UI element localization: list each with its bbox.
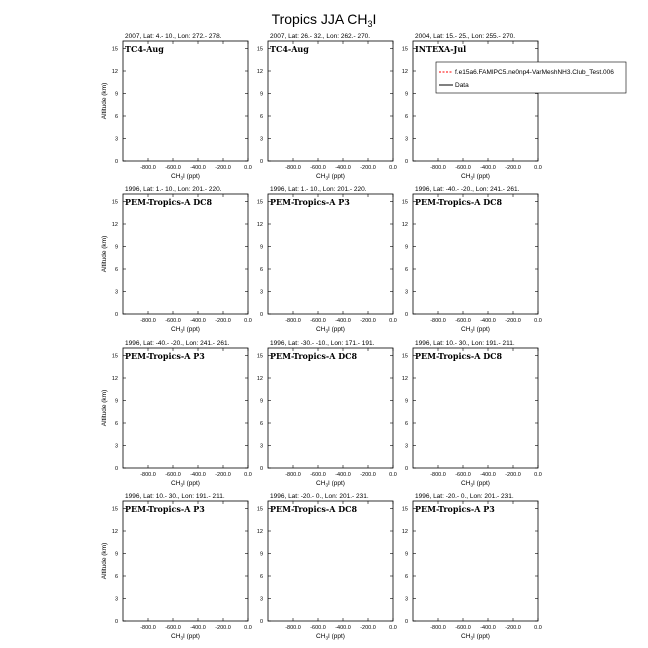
- x-axis-label-sub: 3: [180, 175, 183, 181]
- x-tick-label: 0.0: [389, 165, 397, 171]
- x-axis-label-post: I (ppt): [327, 326, 345, 333]
- x-tick-label: -800.0: [140, 165, 156, 171]
- y-tick-label: 3: [404, 443, 408, 450]
- panel-frame: [123, 348, 248, 468]
- y-tick-label: 12: [401, 376, 408, 382]
- y-tick-label: 15: [401, 46, 408, 53]
- y-tick-label: 12: [256, 222, 263, 228]
- y-tick-label: 12: [256, 69, 263, 75]
- x-tick-label: -800.0: [285, 472, 301, 478]
- x-tick-label: -400.0: [190, 625, 206, 631]
- panel-header: 2007, Lat: 4.- 10., Lon: 272.- 278.: [125, 33, 222, 40]
- x-axis-label-sub: 3: [470, 175, 473, 181]
- y-tick-label: 15: [256, 199, 263, 206]
- x-tick-label: -800.0: [140, 472, 156, 478]
- x-axis-label: [171, 326, 200, 334]
- x-tick-label: -800.0: [285, 625, 301, 631]
- y-tick-label: 12: [256, 529, 263, 535]
- panel-8: [257, 340, 397, 488]
- panel-frame: [413, 41, 538, 161]
- panel-5: [257, 186, 397, 334]
- x-axis-label: [171, 480, 200, 488]
- x-tick-label: -800.0: [430, 472, 446, 478]
- y-axis-label: Altitude (km): [101, 389, 108, 427]
- x-tick-label: 0.0: [534, 625, 542, 631]
- y-tick-label: 0: [404, 619, 408, 625]
- x-axis-label-sub: 3: [325, 328, 328, 334]
- panel-header: 1996, Lat: -30.- -10., Lon: 171.- 191.: [270, 340, 375, 347]
- y-tick-label: 12: [256, 376, 263, 382]
- panel-9: [402, 340, 542, 488]
- legend: [436, 62, 626, 93]
- x-tick-label: -200.0: [360, 318, 376, 324]
- y-tick-label: 3: [259, 136, 263, 143]
- panel-frame: [123, 194, 248, 314]
- panel-campaign-label: TC4-Aug: [270, 44, 309, 54]
- y-tick-label: 3: [259, 443, 263, 450]
- y-tick-label: 3: [114, 136, 118, 143]
- x-tick-label: -400.0: [480, 165, 496, 171]
- panel-1: [101, 33, 252, 181]
- x-axis-label-pre: CH: [171, 633, 181, 640]
- x-tick-label: 0.0: [244, 165, 252, 171]
- panels-grid: [101, 33, 626, 641]
- x-axis-label-sub: 3: [325, 482, 328, 488]
- y-tick-label: 6: [114, 574, 118, 580]
- x-tick-label: -200.0: [505, 165, 521, 171]
- panel-header: 1996, Lat: 10.- 30., Lon: 191.- 211.: [415, 340, 515, 347]
- x-axis-label-pre: CH: [171, 173, 181, 180]
- panel-header: 2004, Lat: 15.- 25., Lon: 255.- 270.: [415, 33, 516, 40]
- y-tick-label: 9: [404, 91, 408, 98]
- panel-11: [257, 493, 397, 641]
- y-tick-label: 15: [111, 353, 118, 360]
- x-tick-label: -600.0: [455, 472, 471, 478]
- x-axis-label-sub: 3: [180, 635, 183, 641]
- panel-header: 1996, Lat: -20.- 0., Lon: 201.- 231.: [415, 493, 514, 500]
- figure-title-main: Tropics JJA CH: [271, 11, 368, 27]
- y-tick-label: 6: [114, 114, 118, 120]
- y-tick-label: 6: [404, 114, 408, 120]
- x-tick-label: -800.0: [430, 165, 446, 171]
- x-tick-label: -400.0: [335, 318, 351, 324]
- y-tick-label: 6: [259, 421, 263, 427]
- y-tick-label: 0: [404, 159, 408, 165]
- x-tick-label: -200.0: [360, 625, 376, 631]
- x-axis-label-post: I (ppt): [472, 326, 490, 333]
- x-tick-label: -200.0: [215, 165, 231, 171]
- x-axis-label-post: I (ppt): [327, 480, 345, 487]
- x-axis-label-post: I (ppt): [182, 480, 200, 487]
- y-axis-label: Altitude (km): [101, 82, 108, 120]
- x-axis-label-pre: CH: [461, 633, 471, 640]
- panel-frame: [413, 348, 538, 468]
- x-tick-label: -600.0: [310, 472, 326, 478]
- panel-campaign-label: PEM-Tropics-A DC8: [125, 197, 213, 207]
- x-tick-label: 0.0: [389, 472, 397, 478]
- x-axis-label: [461, 326, 490, 334]
- y-tick-label: 0: [259, 619, 263, 625]
- panel-header: 1996, Lat: 1.- 10., Lon: 201.- 220.: [125, 186, 222, 193]
- x-axis-label: [316, 480, 345, 488]
- x-tick-label: -400.0: [480, 625, 496, 631]
- x-axis-label-sub: 3: [470, 328, 473, 334]
- y-tick-label: 15: [256, 506, 263, 513]
- panel-campaign-label: PEM-Tropics-A P3: [415, 504, 495, 514]
- y-tick-label: 9: [114, 398, 118, 405]
- x-tick-label: -200.0: [505, 318, 521, 324]
- y-tick-label: 15: [256, 353, 263, 360]
- x-axis-label-sub: 3: [325, 635, 328, 641]
- x-tick-label: -200.0: [215, 625, 231, 631]
- y-tick-label: 15: [111, 46, 118, 53]
- y-tick-label: 3: [114, 443, 118, 450]
- x-tick-label: 0.0: [244, 318, 252, 324]
- panel-3: [402, 33, 626, 181]
- y-tick-label: 3: [404, 136, 408, 143]
- x-tick-label: -200.0: [360, 165, 376, 171]
- panel-header: 1996, Lat: -40.- -20., Lon: 241.- 261.: [415, 186, 520, 193]
- x-axis-label-pre: CH: [461, 326, 471, 333]
- x-tick-label: -800.0: [430, 625, 446, 631]
- x-tick-label: 0.0: [389, 625, 397, 631]
- x-axis-label-pre: CH: [316, 173, 326, 180]
- panel-campaign-label: PEM-Tropics-A DC8: [270, 504, 358, 514]
- x-tick-label: -600.0: [310, 165, 326, 171]
- x-tick-label: -400.0: [190, 165, 206, 171]
- panel-header: 1996, Lat: -20.- 0., Lon: 201.- 231.: [270, 493, 369, 500]
- x-axis-label: [461, 173, 490, 181]
- figure-title-tail: I: [372, 11, 377, 27]
- panel-4: [101, 186, 252, 334]
- y-tick-label: 12: [401, 529, 408, 535]
- panel-frame: [123, 501, 248, 621]
- x-tick-label: -400.0: [190, 472, 206, 478]
- panel-campaign-label: PEM-Tropics-A P3: [270, 197, 350, 207]
- x-tick-label: -800.0: [140, 625, 156, 631]
- x-axis-label-post: I (ppt): [327, 633, 345, 640]
- panel-frame: [268, 194, 393, 314]
- panel-10: [101, 493, 252, 641]
- x-axis-label-sub: 3: [325, 175, 328, 181]
- x-tick-label: -200.0: [505, 472, 521, 478]
- y-tick-label: 6: [404, 421, 408, 427]
- x-tick-label: -600.0: [165, 472, 181, 478]
- y-tick-label: 0: [259, 466, 263, 472]
- x-axis-label-pre: CH: [461, 480, 471, 487]
- panel-header: 2007, Lat: 26.- 32., Lon: 262.- 270.: [270, 33, 371, 40]
- x-tick-label: -800.0: [285, 318, 301, 324]
- y-tick-label: 3: [404, 596, 408, 603]
- y-tick-label: 9: [114, 91, 118, 98]
- panel-campaign-label: INTEXA-Jul: [415, 44, 467, 54]
- x-axis-label-sub: 3: [180, 482, 183, 488]
- y-tick-label: 0: [114, 159, 118, 165]
- x-tick-label: -600.0: [165, 318, 181, 324]
- x-tick-label: -400.0: [480, 472, 496, 478]
- y-tick-label: 15: [401, 353, 408, 360]
- panel-frame: [268, 501, 393, 621]
- y-tick-label: 12: [111, 222, 118, 228]
- x-axis-label-pre: CH: [316, 480, 326, 487]
- x-axis-label-sub: 3: [470, 635, 473, 641]
- x-axis-label: [316, 633, 345, 641]
- figure-title: [272, 11, 377, 29]
- y-tick-label: 9: [114, 551, 118, 558]
- y-tick-label: 9: [114, 244, 118, 251]
- y-tick-label: 9: [259, 398, 263, 405]
- y-tick-label: 0: [259, 312, 263, 318]
- y-axis-label: Altitude (km): [101, 542, 108, 580]
- x-tick-label: -400.0: [335, 472, 351, 478]
- panel-header: 1996, Lat: 1.- 10., Lon: 201.- 220.: [270, 186, 367, 193]
- x-axis-label-post: I (ppt): [182, 173, 200, 180]
- y-tick-label: 3: [404, 289, 408, 296]
- x-axis-label-post: I (ppt): [472, 633, 490, 640]
- x-axis-label-post: I (ppt): [182, 633, 200, 640]
- y-tick-label: 12: [401, 222, 408, 228]
- x-tick-label: 0.0: [534, 472, 542, 478]
- x-axis-label-sub: 3: [470, 482, 473, 488]
- y-tick-label: 0: [114, 466, 118, 472]
- panel-7: [101, 340, 252, 488]
- x-tick-label: -400.0: [480, 318, 496, 324]
- y-axis-label: Altitude (km): [101, 235, 108, 273]
- x-tick-label: -800.0: [430, 318, 446, 324]
- x-tick-label: -200.0: [360, 472, 376, 478]
- x-tick-label: 0.0: [534, 165, 542, 171]
- y-tick-label: 15: [111, 199, 118, 206]
- y-tick-label: 6: [259, 267, 263, 273]
- x-tick-label: -600.0: [165, 625, 181, 631]
- legend-label: Data: [455, 82, 469, 89]
- y-tick-label: 12: [111, 69, 118, 75]
- x-tick-label: -200.0: [215, 318, 231, 324]
- y-tick-label: 12: [111, 529, 118, 535]
- x-axis-label-pre: CH: [171, 326, 181, 333]
- panel-campaign-label: PEM-Tropics-A DC8: [415, 351, 503, 361]
- y-tick-label: 9: [404, 244, 408, 251]
- x-axis-label-post: I (ppt): [327, 173, 345, 180]
- y-tick-label: 9: [259, 551, 263, 558]
- x-tick-label: -600.0: [455, 318, 471, 324]
- x-tick-label: -600.0: [455, 625, 471, 631]
- y-tick-label: 3: [259, 596, 263, 603]
- x-tick-label: -200.0: [505, 625, 521, 631]
- y-tick-label: 0: [259, 159, 263, 165]
- y-tick-label: 0: [404, 312, 408, 318]
- y-tick-label: 15: [401, 506, 408, 513]
- x-tick-label: -600.0: [455, 165, 471, 171]
- x-tick-label: -400.0: [335, 165, 351, 171]
- panel-header: 1996, Lat: -40.- -20., Lon: 241.- 261.: [125, 340, 230, 347]
- x-axis-label: [316, 173, 345, 181]
- x-tick-label: 0.0: [244, 472, 252, 478]
- y-tick-label: 0: [114, 619, 118, 625]
- x-tick-label: -800.0: [140, 318, 156, 324]
- y-tick-label: 6: [259, 114, 263, 120]
- x-axis-label-pre: CH: [461, 173, 471, 180]
- y-tick-label: 3: [114, 289, 118, 296]
- panel-campaign-label: PEM-Tropics-A DC8: [270, 351, 358, 361]
- panel-frame: [413, 194, 538, 314]
- x-axis-label: [461, 633, 490, 641]
- panel-header: 1996, Lat: 10.- 30., Lon: 191.- 211.: [125, 493, 225, 500]
- x-tick-label: -400.0: [335, 625, 351, 631]
- x-axis-label-pre: CH: [316, 326, 326, 333]
- panel-2: [257, 33, 397, 181]
- panel-6: [402, 186, 542, 334]
- x-axis-label-pre: CH: [171, 480, 181, 487]
- panel-12: [402, 493, 542, 641]
- legend-label: f.e15a6.FAMIPC5.ne0np4-VarMeshNH3.Club_Test.006: [455, 69, 614, 76]
- panel-campaign-label: PEM-Tropics-A DC8: [415, 197, 503, 207]
- y-tick-label: 3: [259, 289, 263, 296]
- x-tick-label: -400.0: [190, 318, 206, 324]
- y-tick-label: 15: [111, 506, 118, 513]
- y-tick-label: 12: [401, 69, 408, 75]
- x-tick-label: 0.0: [389, 318, 397, 324]
- x-tick-label: 0.0: [244, 625, 252, 631]
- x-axis-label-post: I (ppt): [472, 480, 490, 487]
- x-axis-label: [316, 326, 345, 334]
- figure-title-sub: 3: [367, 19, 373, 29]
- y-tick-label: 6: [114, 421, 118, 427]
- x-tick-label: -800.0: [285, 165, 301, 171]
- x-axis-label-post: I (ppt): [182, 326, 200, 333]
- y-tick-label: 0: [114, 312, 118, 318]
- y-tick-label: 9: [259, 91, 263, 98]
- y-tick-label: 6: [259, 574, 263, 580]
- y-tick-label: 9: [259, 244, 263, 251]
- y-tick-label: 15: [401, 199, 408, 206]
- panel-campaign-label: TC4-Aug: [125, 44, 164, 54]
- y-tick-label: 6: [404, 267, 408, 273]
- x-axis-label: [171, 173, 200, 181]
- panel-campaign-label: PEM-Tropics-A P3: [125, 504, 205, 514]
- y-tick-label: 12: [111, 376, 118, 382]
- x-axis-label-post: I (ppt): [472, 173, 490, 180]
- x-tick-label: -600.0: [165, 165, 181, 171]
- y-tick-label: 9: [404, 398, 408, 405]
- x-tick-label: 0.0: [534, 318, 542, 324]
- y-tick-label: 9: [404, 551, 408, 558]
- panel-frame: [123, 41, 248, 161]
- panel-frame: [268, 348, 393, 468]
- x-tick-label: -200.0: [215, 472, 231, 478]
- y-tick-label: 15: [256, 46, 263, 53]
- panel-campaign-label: PEM-Tropics-A P3: [125, 351, 205, 361]
- x-axis-label-pre: CH: [316, 633, 326, 640]
- y-tick-label: 0: [404, 466, 408, 472]
- y-tick-label: 6: [114, 267, 118, 273]
- y-tick-label: 3: [114, 596, 118, 603]
- x-axis-label: [171, 633, 200, 641]
- x-tick-label: -600.0: [310, 318, 326, 324]
- x-tick-label: -600.0: [310, 625, 326, 631]
- x-axis-label: [461, 480, 490, 488]
- panel-frame: [268, 41, 393, 161]
- panel-frame: [413, 501, 538, 621]
- x-axis-label-sub: 3: [180, 328, 183, 334]
- y-tick-label: 6: [404, 574, 408, 580]
